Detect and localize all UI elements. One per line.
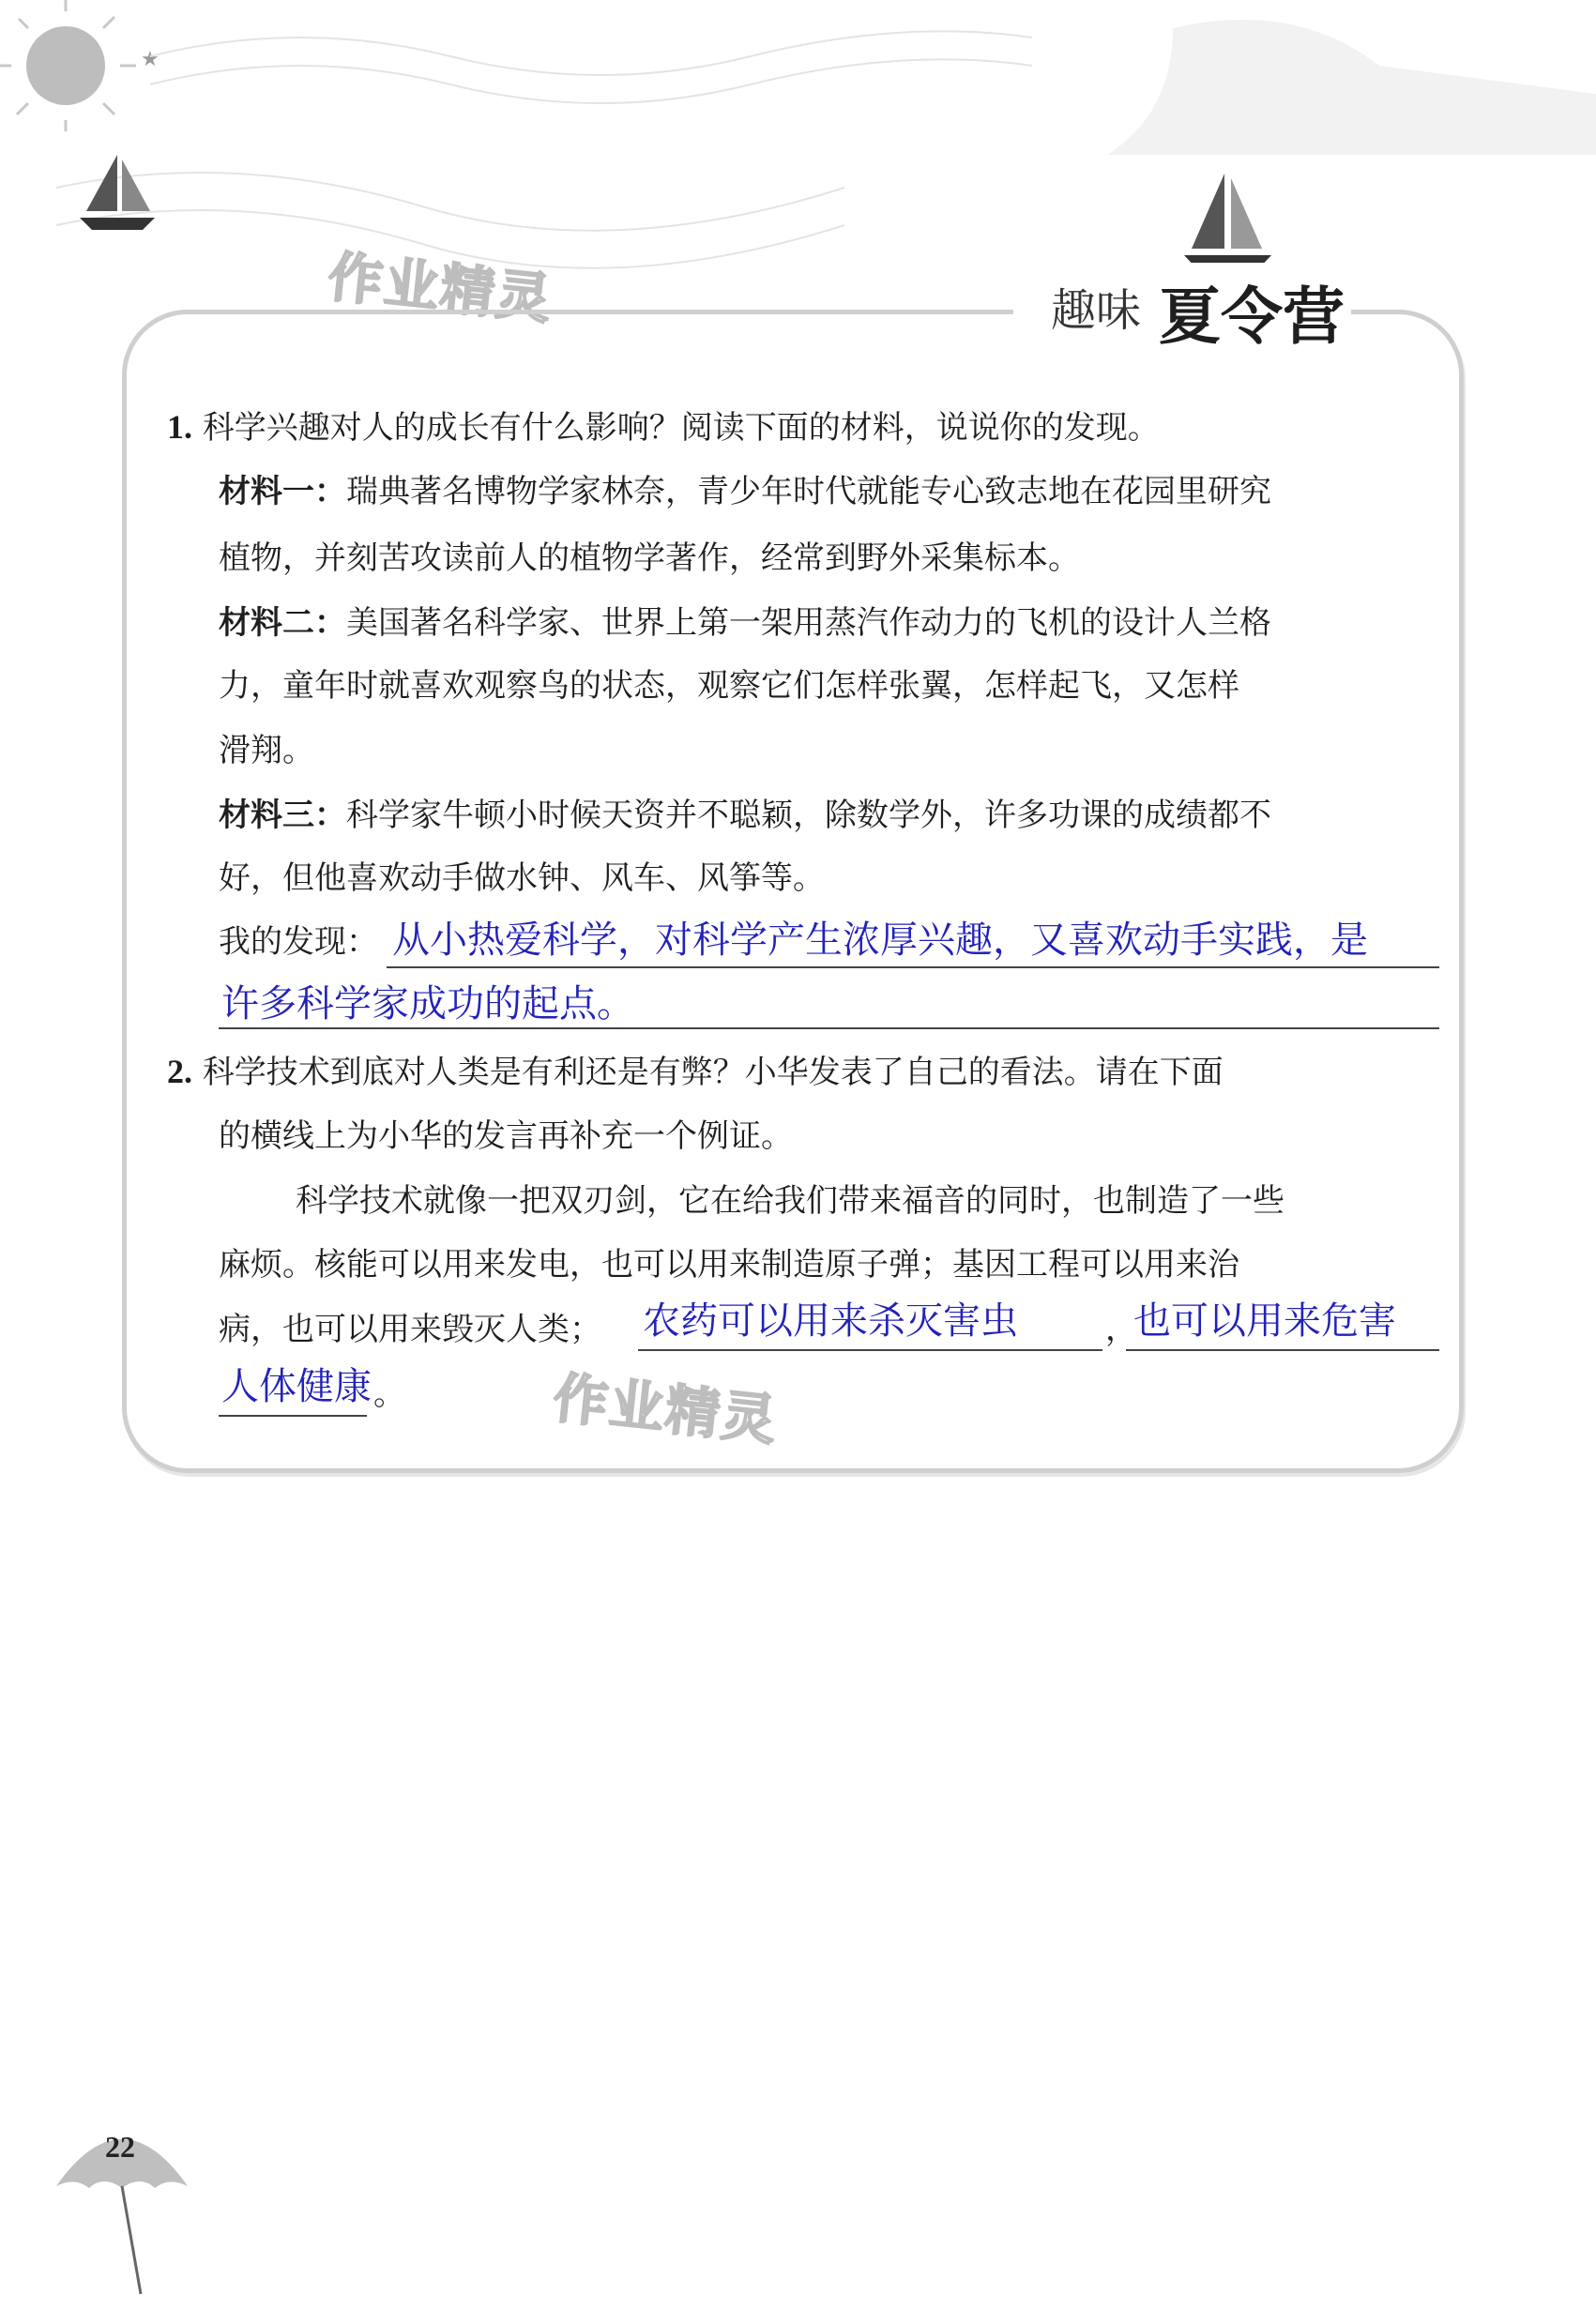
answer-line <box>1126 1349 1439 1351</box>
material-2-line-1 <box>219 600 1271 646</box>
material-2-line-2: 力，童年时就喜欢观察鸟的状态，观察它们怎样张翼，怎样起飞，又怎样 <box>219 667 1239 705</box>
answer-text: 许多科学家成功的起点。 <box>221 982 634 1025</box>
answer-text: 也可以用来危害 <box>1133 1299 1396 1343</box>
watermark: 作业精灵 <box>325 244 556 332</box>
header-decoration <box>0 0 1596 319</box>
question-2-line-1 <box>167 1049 1224 1095</box>
camp-title-big: 夏令营 <box>1159 281 1345 353</box>
answer-line <box>638 1349 1102 1351</box>
passage-line-1: 科学技术就像一把双刃剑，它在给我们带来福音的同时，也制造了一些 <box>296 1182 1284 1220</box>
material-2-line-3: 滑翔。 <box>219 732 314 769</box>
watermark: 作业精灵 <box>550 1365 782 1453</box>
sailboat-icon <box>1184 174 1271 270</box>
material-3-line-1 <box>219 793 1271 838</box>
finding-label: 我的发现： <box>219 923 378 961</box>
answer-line <box>219 1415 367 1417</box>
passage-line-2: 麻烦。核能可以用来发电，也可以用来制造原子弹；基因工程可以用来治 <box>219 1246 1239 1284</box>
page-number: 22 <box>105 2130 135 2164</box>
answer-line <box>387 966 1439 968</box>
material-1-line-2: 植物，并刻苦攻读前人的植物学著作，经常到野外采集标本。 <box>219 539 1080 577</box>
material-label: 材料一： <box>219 473 346 510</box>
camp-title-small: 趣味 <box>1051 284 1142 337</box>
comma: ， <box>1105 1311 1137 1348</box>
material-label: 材料二： <box>219 604 346 642</box>
camp-title <box>1013 263 1351 353</box>
end-period: 。 <box>373 1375 405 1413</box>
answer-text: 农药可以用来杀灭害虫 <box>643 1299 1018 1343</box>
material-1-line-1 <box>219 469 1271 514</box>
question-2-line-2: 的横线上为小华的发言再补充一个例证。 <box>219 1117 793 1155</box>
svg-text:★: ★ <box>141 48 160 71</box>
material-label: 材料三： <box>219 797 346 834</box>
question-number: 2. <box>167 1053 192 1090</box>
material-text: 瑞典著名博物学家林奈，青少年时代就能专心致志地在花园里研究 <box>346 473 1271 510</box>
material-3-line-2: 好，但他喜欢动手做水钟、风车、风筝等。 <box>219 859 825 897</box>
answer-line <box>219 1027 1439 1029</box>
question-prompt: 科学技术到底对人类是有利还是有弊？小华发表了自己的看法。请在下面 <box>202 1054 1224 1091</box>
answer-text: 从小热爱科学，对科学产生浓厚兴趣，又喜欢动手实践，是 <box>392 919 1368 962</box>
material-text: 科学家牛顿小时候天资并不聪颖，除数学外，许多功课的成绩都不 <box>346 797 1271 834</box>
answer-text: 人体健康 <box>221 1365 372 1408</box>
sun-icon <box>0 0 160 131</box>
passage-line-3: 病，也可以用来毁灭人类； <box>219 1311 601 1348</box>
question-1 <box>167 404 1160 450</box>
material-text: 美国著名科学家、世界上第一架用蒸汽作动力的飞机的设计人兰格 <box>346 604 1271 642</box>
sailboat-icon <box>80 155 155 230</box>
question-number: 1. <box>167 408 192 446</box>
question-prompt: 科学兴趣对人的成长有什么影响？阅读下面的材料，说说你的发现。 <box>202 409 1160 447</box>
